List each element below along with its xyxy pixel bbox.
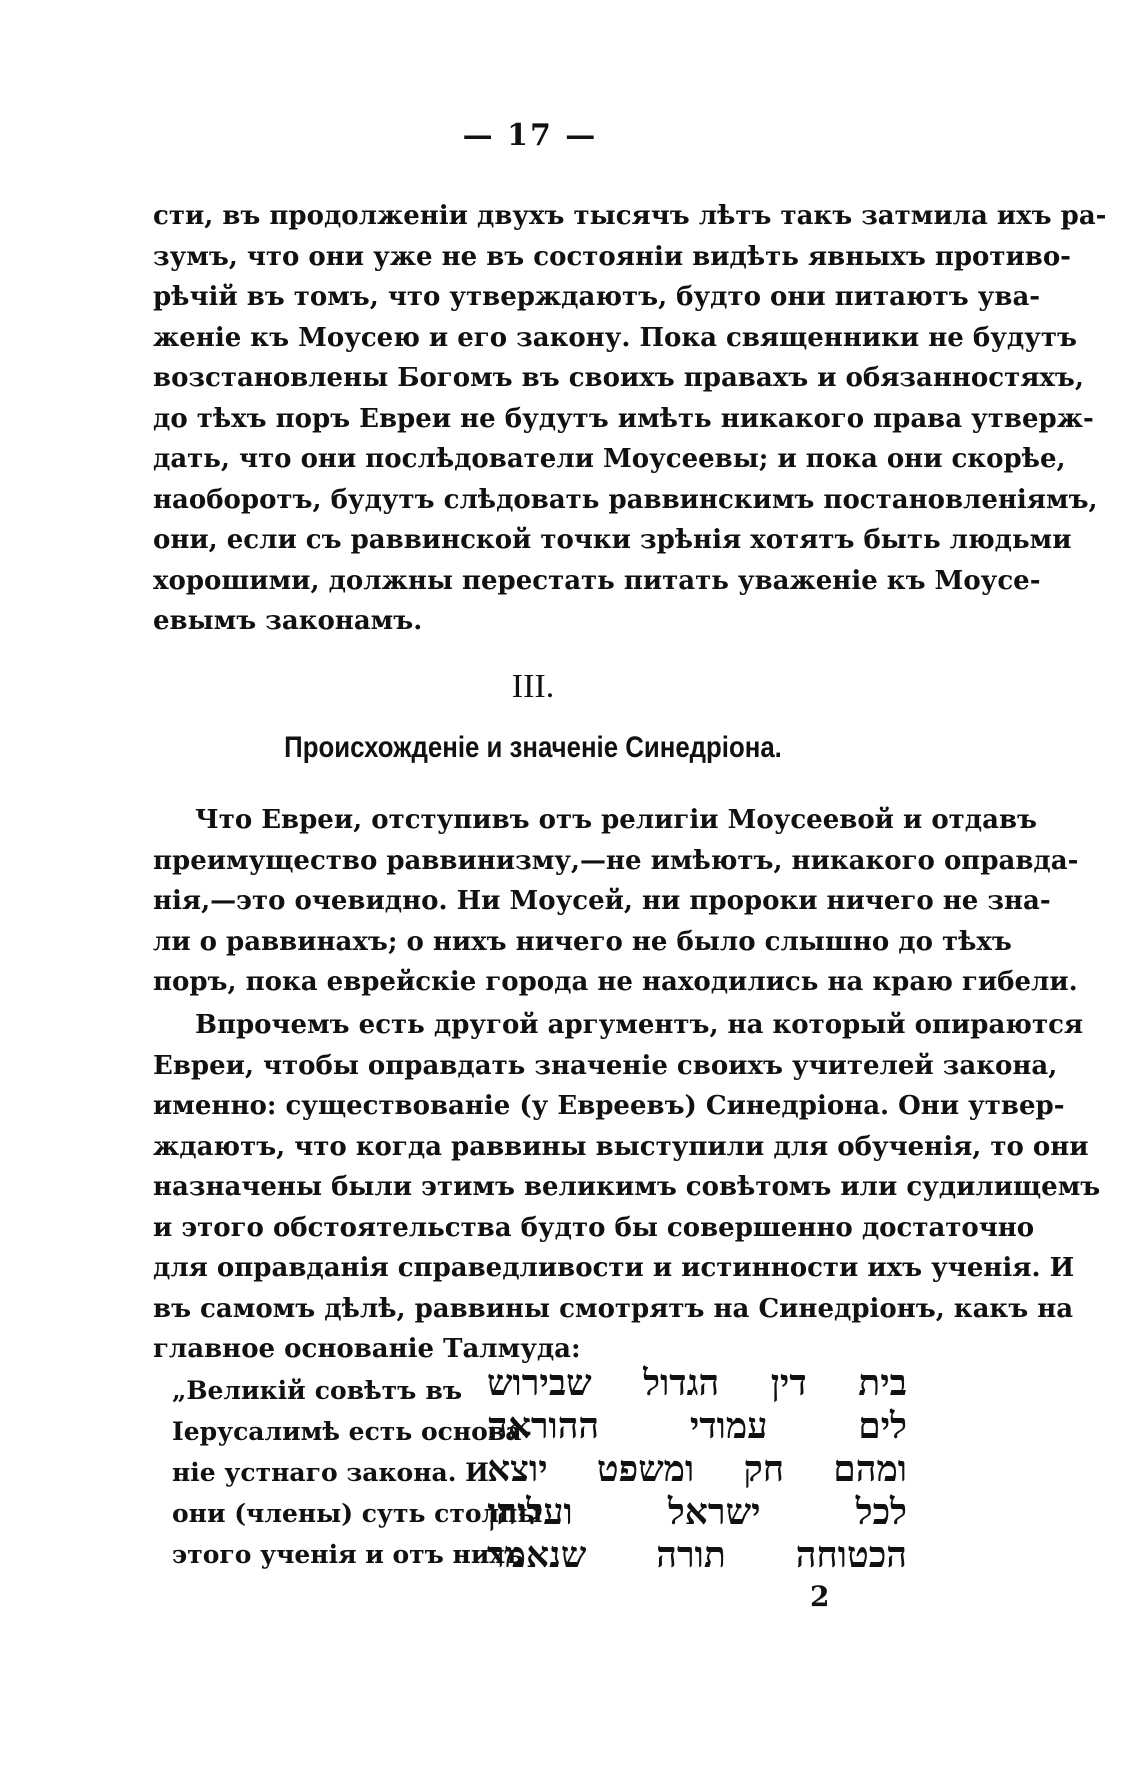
- section-number: III.: [511, 668, 555, 705]
- text-line: въ самомъ дѣлѣ, раввины смотрятъ на Синедріонъ, какъ на: [153, 1293, 1074, 1324]
- text-line: возстановлены Богомъ въ своихъ правахъ и обязанностяхъ,: [153, 363, 1084, 393]
- text-line: ли о раввинахъ; о нихъ ничего не было слышно до тѣхъ: [153, 926, 1012, 957]
- text-line: рѣчій въ томъ, что утверждаютъ, будто они питаютъ ува-: [153, 282, 1041, 312]
- paragraph-sanhedrin: [153, 1005, 1101, 1370]
- text-line: зумъ, что они уже не въ состояніи видѣть явныхъ противо-: [153, 241, 1071, 272]
- text-line: преимущество раввинизму,—не имѣютъ, никакого оправда-: [153, 845, 1079, 876]
- hebrew-line: לכל ישראל ועליהן: [487, 1491, 907, 1533]
- paragraph-intro: [153, 196, 1107, 642]
- hebrew-line: לים עמודי ההוראה: [487, 1405, 907, 1447]
- text-line: назначены были этимъ великимъ совѣтомъ или судилищемъ: [153, 1172, 1101, 1202]
- text-line: Впрочемъ есть другой аргументъ, на который опираются: [195, 1010, 1084, 1040]
- hebrew-line: בית דין הגדול שבירוש: [487, 1362, 907, 1404]
- quote-line: этого ученія и отъ нихъ: [172, 1540, 524, 1569]
- text-line: дать, что они послѣдователи Моусеевы; и пока они скорѣе,: [153, 444, 1066, 474]
- text-line: нія,—это очевидно. Ни Моусей, ни пророки ничего не зна-: [153, 886, 1051, 916]
- text-line: Евреи, чтобы оправдать значеніе своихъ учителей закона,: [153, 1050, 1058, 1081]
- page-number: — 17 —: [462, 118, 598, 153]
- hebrew-line: ומהם חק ומשפט יוצא: [487, 1448, 907, 1490]
- quote-line: „Великій совѣтъ въ: [172, 1376, 462, 1405]
- text-line: женіе къ Моусею и его закону. Пока священники не будутъ: [153, 322, 1077, 353]
- text-line: ждаютъ, что когда раввины выступили для обученія, то они: [153, 1131, 1089, 1162]
- section-title: Происхожденіе и значеніе Синедріона.: [284, 731, 782, 764]
- text-line: и этого обстоятельства будто бы совершенно достаточно: [153, 1212, 1035, 1243]
- text-line: для оправданія справедливости и истинности ихъ ученія. И: [153, 1253, 1075, 1283]
- text-line: Что Евреи, отступивъ отъ религіи Моусеевой и отдавъ: [195, 805, 1037, 835]
- signature-mark: 2: [810, 1580, 830, 1613]
- text-line: сти, въ продолженіи двухъ тысячъ лѣтъ такъ затмила ихъ ра-: [153, 201, 1107, 231]
- text-line: евымъ законамъ.: [153, 606, 423, 636]
- hebrew-line: הכטוחה תורה שנאמר: [487, 1534, 907, 1576]
- quote-line: Іерусалимѣ есть основа-: [172, 1417, 532, 1446]
- quote-hebrew: [487, 1362, 907, 1577]
- quote-russian: [172, 1370, 543, 1575]
- quote-line: ніе устнаго закона. И: [172, 1458, 489, 1487]
- text-line: поръ, пока еврейскіе города не находились на краю гибели.: [153, 967, 1078, 997]
- text-line: главное основаніе Талмуда:: [153, 1334, 581, 1364]
- quote-line: они (члены) суть столпы: [172, 1499, 543, 1528]
- text-line: именно: существованіе (у Евреевъ) Синедріона. Они утвер-: [153, 1091, 1065, 1121]
- paragraph-rabbis: [153, 800, 1079, 1003]
- text-line: они, если съ раввинской точки зрѣнія хотятъ быть людьми: [153, 525, 1072, 555]
- text-line: наоборотъ, будутъ слѣдовать раввинскимъ постановленіямъ,: [153, 484, 1098, 515]
- text-line: хорошими, должны перестать питать уваженіе къ Моусе-: [153, 565, 1041, 596]
- text-line: до тѣхъ поръ Евреи не будутъ имѣть никакого права утверж-: [153, 403, 1094, 434]
